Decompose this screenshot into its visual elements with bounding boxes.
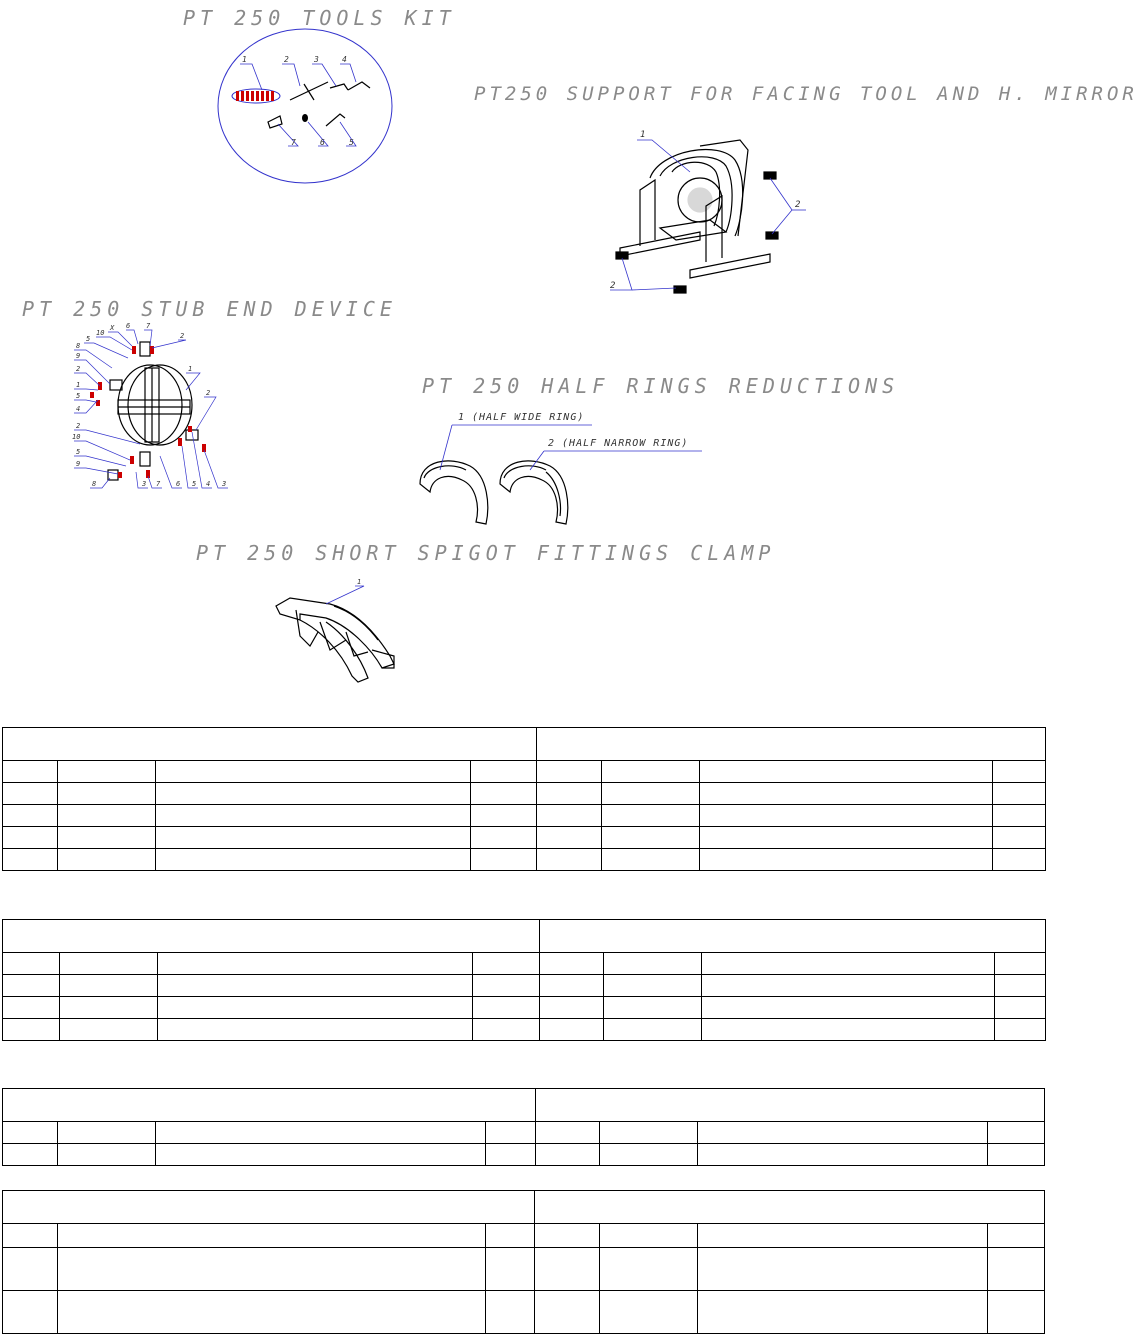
support-label-2a: 2 [610, 281, 616, 291]
tools-kit-label-7: 7 [291, 138, 296, 147]
parts-table-1 [2, 727, 1046, 871]
svg-text:2: 2 [76, 422, 81, 430]
tools-kit-label-1: 1 [242, 55, 247, 64]
svg-text:9: 9 [76, 460, 81, 468]
tools-kit-label-2: 2 [284, 55, 289, 64]
stub-end-drawing [108, 342, 198, 480]
tools-kit-label-4: 4 [342, 55, 347, 64]
svg-text:5: 5 [76, 392, 81, 400]
svg-text:7: 7 [146, 322, 151, 330]
table-4-header-right [535, 1191, 1045, 1224]
tools-kit-drawing [218, 29, 392, 183]
table-3-header-left [3, 1089, 536, 1122]
table-4-header-left [3, 1191, 535, 1224]
stub-end-title: PT 250 STUB END DEVICE [22, 297, 397, 321]
table-3-header-right [535, 1089, 1045, 1122]
svg-text:1: 1 [188, 365, 193, 373]
svg-text:9: 9 [76, 352, 81, 360]
half-narrow-ring-label: 2 (HALF NARROW RING) [548, 438, 689, 449]
tools-kit-title: PT 250 TOOLS KIT [183, 6, 456, 30]
svg-text:1: 1 [76, 381, 81, 389]
support-label-1: 1 [640, 130, 646, 140]
svg-text:10: 10 [96, 329, 105, 337]
svg-text:8: 8 [92, 480, 97, 488]
svg-text:5: 5 [86, 335, 91, 343]
svg-text:5: 5 [192, 480, 197, 488]
technical-drawings [0, 0, 1046, 700]
table-2-header-left [3, 920, 540, 953]
svg-text:4: 4 [206, 480, 211, 488]
spigot-clamp-label-1: 1 [357, 578, 362, 586]
tools-kit-label-3: 3 [314, 55, 319, 64]
spigot-clamp-drawing [276, 598, 394, 682]
svg-text:4: 4 [76, 405, 81, 413]
svg-text:10: 10 [72, 433, 81, 441]
svg-text:2: 2 [206, 389, 211, 397]
support-label-2b: 2 [795, 200, 801, 210]
half-rings-drawing [420, 461, 568, 524]
tools-kit-label-5: 5 [349, 138, 354, 147]
tools-kit-label-6: 6 [320, 138, 325, 147]
svg-text:6: 6 [126, 322, 131, 330]
svg-text:2: 2 [180, 332, 185, 340]
svg-text:7: 7 [156, 480, 161, 488]
parts-table-2 [2, 919, 1046, 1041]
table-1-header-right [537, 728, 1046, 761]
svg-text:3: 3 [222, 480, 227, 488]
svg-text:5: 5 [76, 448, 81, 456]
parts-table-3 [2, 1088, 1045, 1166]
half-wide-ring-label: 1 (HALF WIDE RING) [458, 412, 585, 423]
spigot-clamp-title: PT 250 SHORT SPIGOT FITTINGS CLAMP [196, 541, 776, 565]
table-2-header-right [540, 920, 1046, 953]
stub-end-labels [72, 322, 226, 488]
support-title: PT250 SUPPORT FOR FACING TOOL AND H. MIRROR [474, 83, 1138, 105]
table-1-header-left [3, 728, 537, 761]
svg-text:8: 8 [76, 342, 81, 350]
svg-text:6: 6 [176, 480, 181, 488]
parts-table-4 [2, 1190, 1045, 1334]
support-drawing [616, 140, 778, 293]
svg-text:3: 3 [142, 480, 147, 488]
half-rings-title: PT 250 HALF RINGS REDUCTIONS [422, 374, 900, 398]
svg-text:X: X [110, 324, 115, 332]
svg-text:2: 2 [76, 365, 81, 373]
